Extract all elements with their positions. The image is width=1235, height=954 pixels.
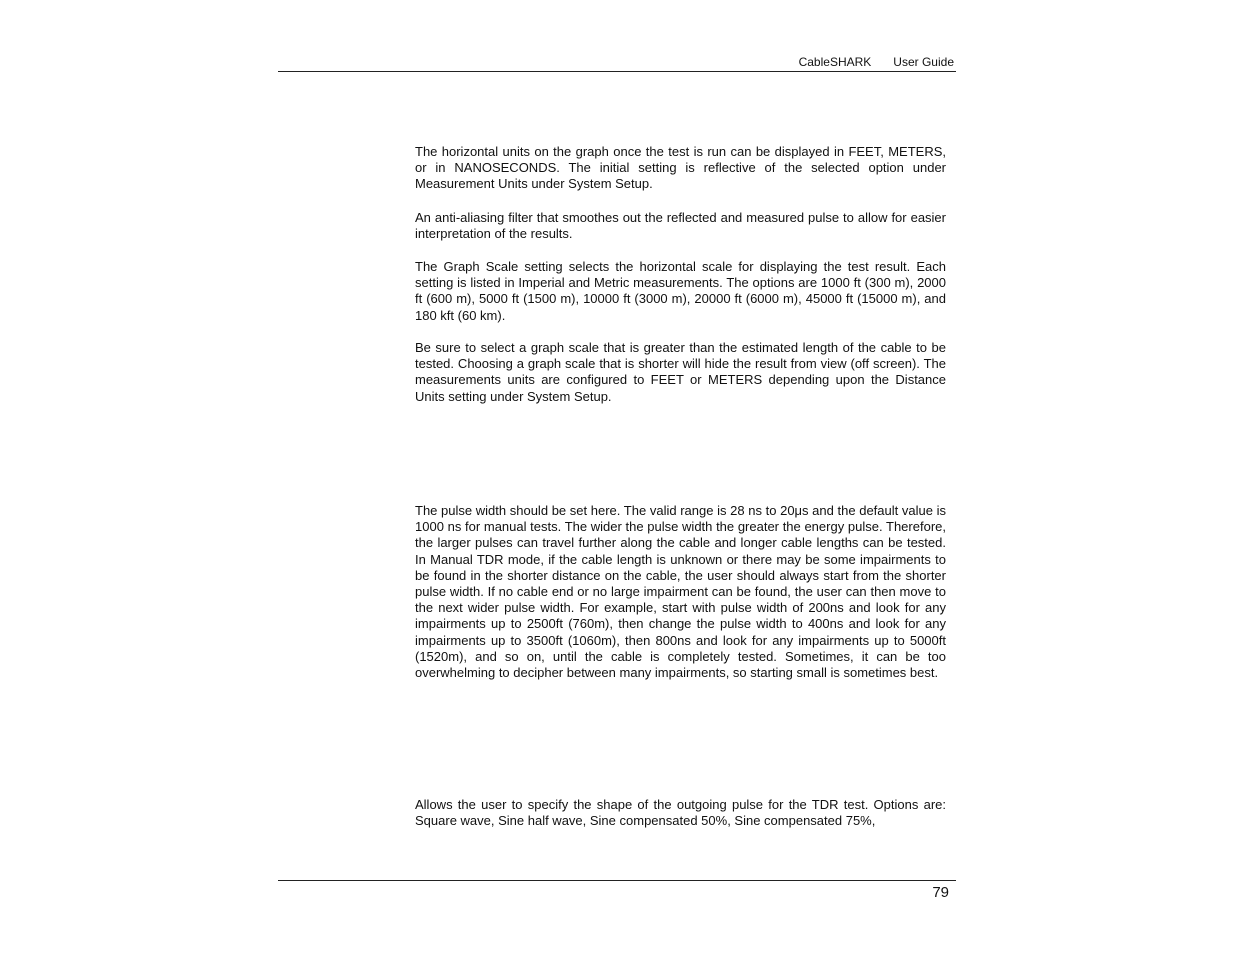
- page-number: 79: [932, 884, 949, 901]
- paragraph-graph-scale: The Graph Scale setting selects the horizontal scale for displaying the test result. Each setting is listed in Imperial and Metric measurements. The options are 1000 ft (300 m), 2000 ft (600 m), 5000 ft (1500 m), 10000 ft (3000 m), 20000 ft (6000 m), 45000 ft (15000 m), and 180 kft (60 km).: [415, 259, 946, 323]
- header-product-name: CableSHARK: [798, 55, 872, 69]
- page-header: [278, 54, 956, 72]
- header-doc-title: User Guide: [893, 55, 954, 69]
- paragraph-pulse-width: The pulse width should be set here. The valid range is 28 ns to 20μs and the default value is 1000 ns for manual tests. The wider the pulse width the greater the energy pulse. Therefore, the larger pulses can travel further along the cable and longer cable lengths can be tested. In Manual TDR mode, if the cable length is unknown or there may be some impairments to be found in the shorter distance on the cable, the user should always start from the shorter pulse width. If no cable end or no large impairment can be found, the user can then move to the next wider pulse width. For example, start with pulse width of 200ns and look for any impairments up to 2500ft (760m), then change the pulse width to 400ns and look for any impairments up to 3500ft (1060m), then 800ns and look for any impairments up to 5000ft (1520m), and so on, until the cable is completely tested. Sometimes, it can be too overwhelming to decipher between many impairments, so starting small is sometimes best.: [415, 503, 946, 681]
- header-text: [799, 55, 954, 69]
- paragraph-anti-aliasing: An anti-aliasing filter that smoothes out the reflected and measured pulse to allow for easier interpretation of the results.: [415, 210, 946, 242]
- header-divider: [278, 71, 956, 72]
- paragraph-graph-scale-note: Be sure to select a graph scale that is greater than the estimated length of the cable to be tested. Choosing a graph scale that is shorter will hide the result from view (off screen). The measurements units are configured to FEET or METERS depending upon the Distance Units setting under System Setup.: [415, 340, 946, 404]
- paragraph-pulse-shape: Allows the user to specify the shape of the outgoing pulse for the TDR test. Options are: Square wave, Sine half wave, Sine compensated 50%, Sine compensated 75%,: [415, 797, 946, 829]
- footer-divider: [278, 880, 956, 881]
- paragraph-horizontal-units: The horizontal units on the graph once the test is run can be displayed in FEET, METERS, or in NANOSECONDS. The initial setting is reflective of the selected option under Measurement Units under System Setup.: [415, 144, 946, 192]
